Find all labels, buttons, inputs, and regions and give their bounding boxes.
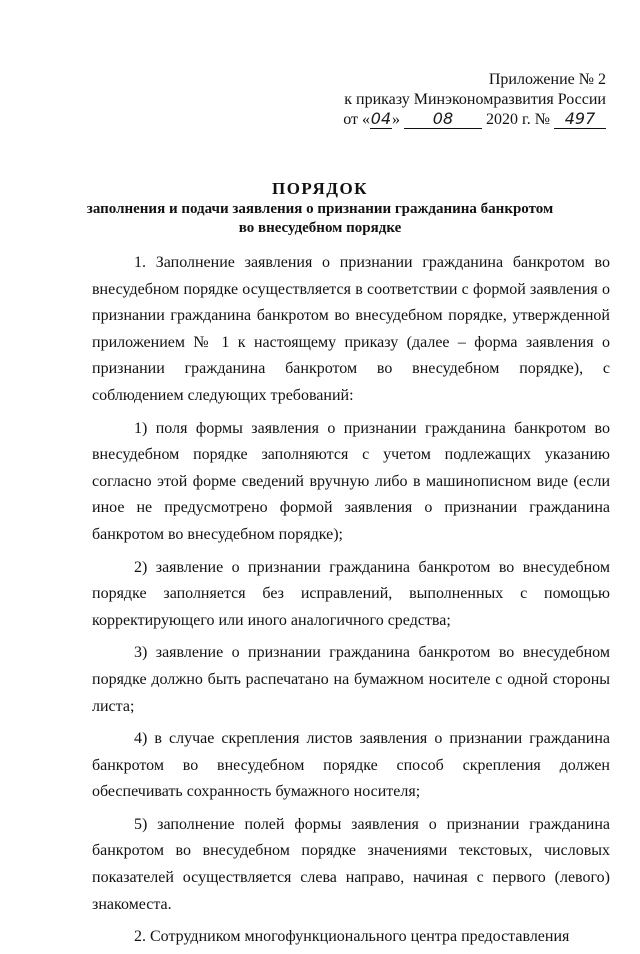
title-subtitle-line2: во внесудебном порядке [238,220,402,236]
appendix-number: Приложение № 2 [488,71,606,88]
order-date-line [306,110,606,130]
paragraph-1-item-5: 5) заполнение полей формы заявления о признании гражданина банкротом во внесудебном порядке значениями текстовых, числовых показателей осуществляется слева направо, начиная с первого (левого) знакоместа. [92,815,610,913]
paragraph-2: 2. Сотрудником многофункционального центра предоставления [134,928,570,946]
title-subtitle-line1: заполнения и подачи заявления о признании гражданина банкротом [86,201,554,217]
order-reference: к приказу Минэкономразвития России [344,91,606,108]
appendix-header [306,70,606,130]
order-month-field [404,111,482,129]
year-label: 2020 г. № [485,111,550,128]
title-main: ПОРЯДОК [271,179,368,198]
order-day-handwritten: 04 [370,109,392,128]
paragraph-1-item-3: 3) заявление о признании гражданина банкротом во внесудебном порядке должно быть распечатано на бумажном носителе с одной стороны листа; [92,644,610,715]
order-day-field [370,111,392,129]
order-number-handwritten: 497 [564,109,596,128]
document-body [92,250,610,954]
from-label: от « [343,111,370,128]
quote-close: » [391,111,400,128]
paragraph-1-item-1: 1) поля формы заявления о признании гражданина банкротом во внесудебном порядке заполняются с учетом подлежащих указанию согласно этой форме сведений вручную либо в машинописном виде (если иное не предусмотрено формой заявления о признании гражданина банкротом во внесудебном порядке); [92,419,610,543]
paragraph-1: 1. Заполнение заявления о признании гражданина банкротом во внесудебном порядке осуществляется в соответствии с формой заявления о признании гражданина банкротом во внесудебном порядке, утвержденной приложением № 1 к настоящему приказу (далее – форма заявления о признании гражданина банкротом во внесудебном порядке), с соблюдением следующих требований: [92,254,610,404]
order-month-handwritten: 08 [432,109,454,128]
paragraph-1-item-4: 4) в случае скрепления листов заявления о признании гражданина банкротом во внесудебном порядке способ скрепления должен обеспечивать сохранность бумажного носителя; [92,730,610,801]
document-title [0,178,640,238]
order-number-field [554,111,606,129]
paragraph-1-item-2: 2) заявление о признании гражданина банкротом во внесудебном порядке заполняется без исправлений, выполненных с помощью корректирующего или иного аналогичного средства; [92,558,610,629]
